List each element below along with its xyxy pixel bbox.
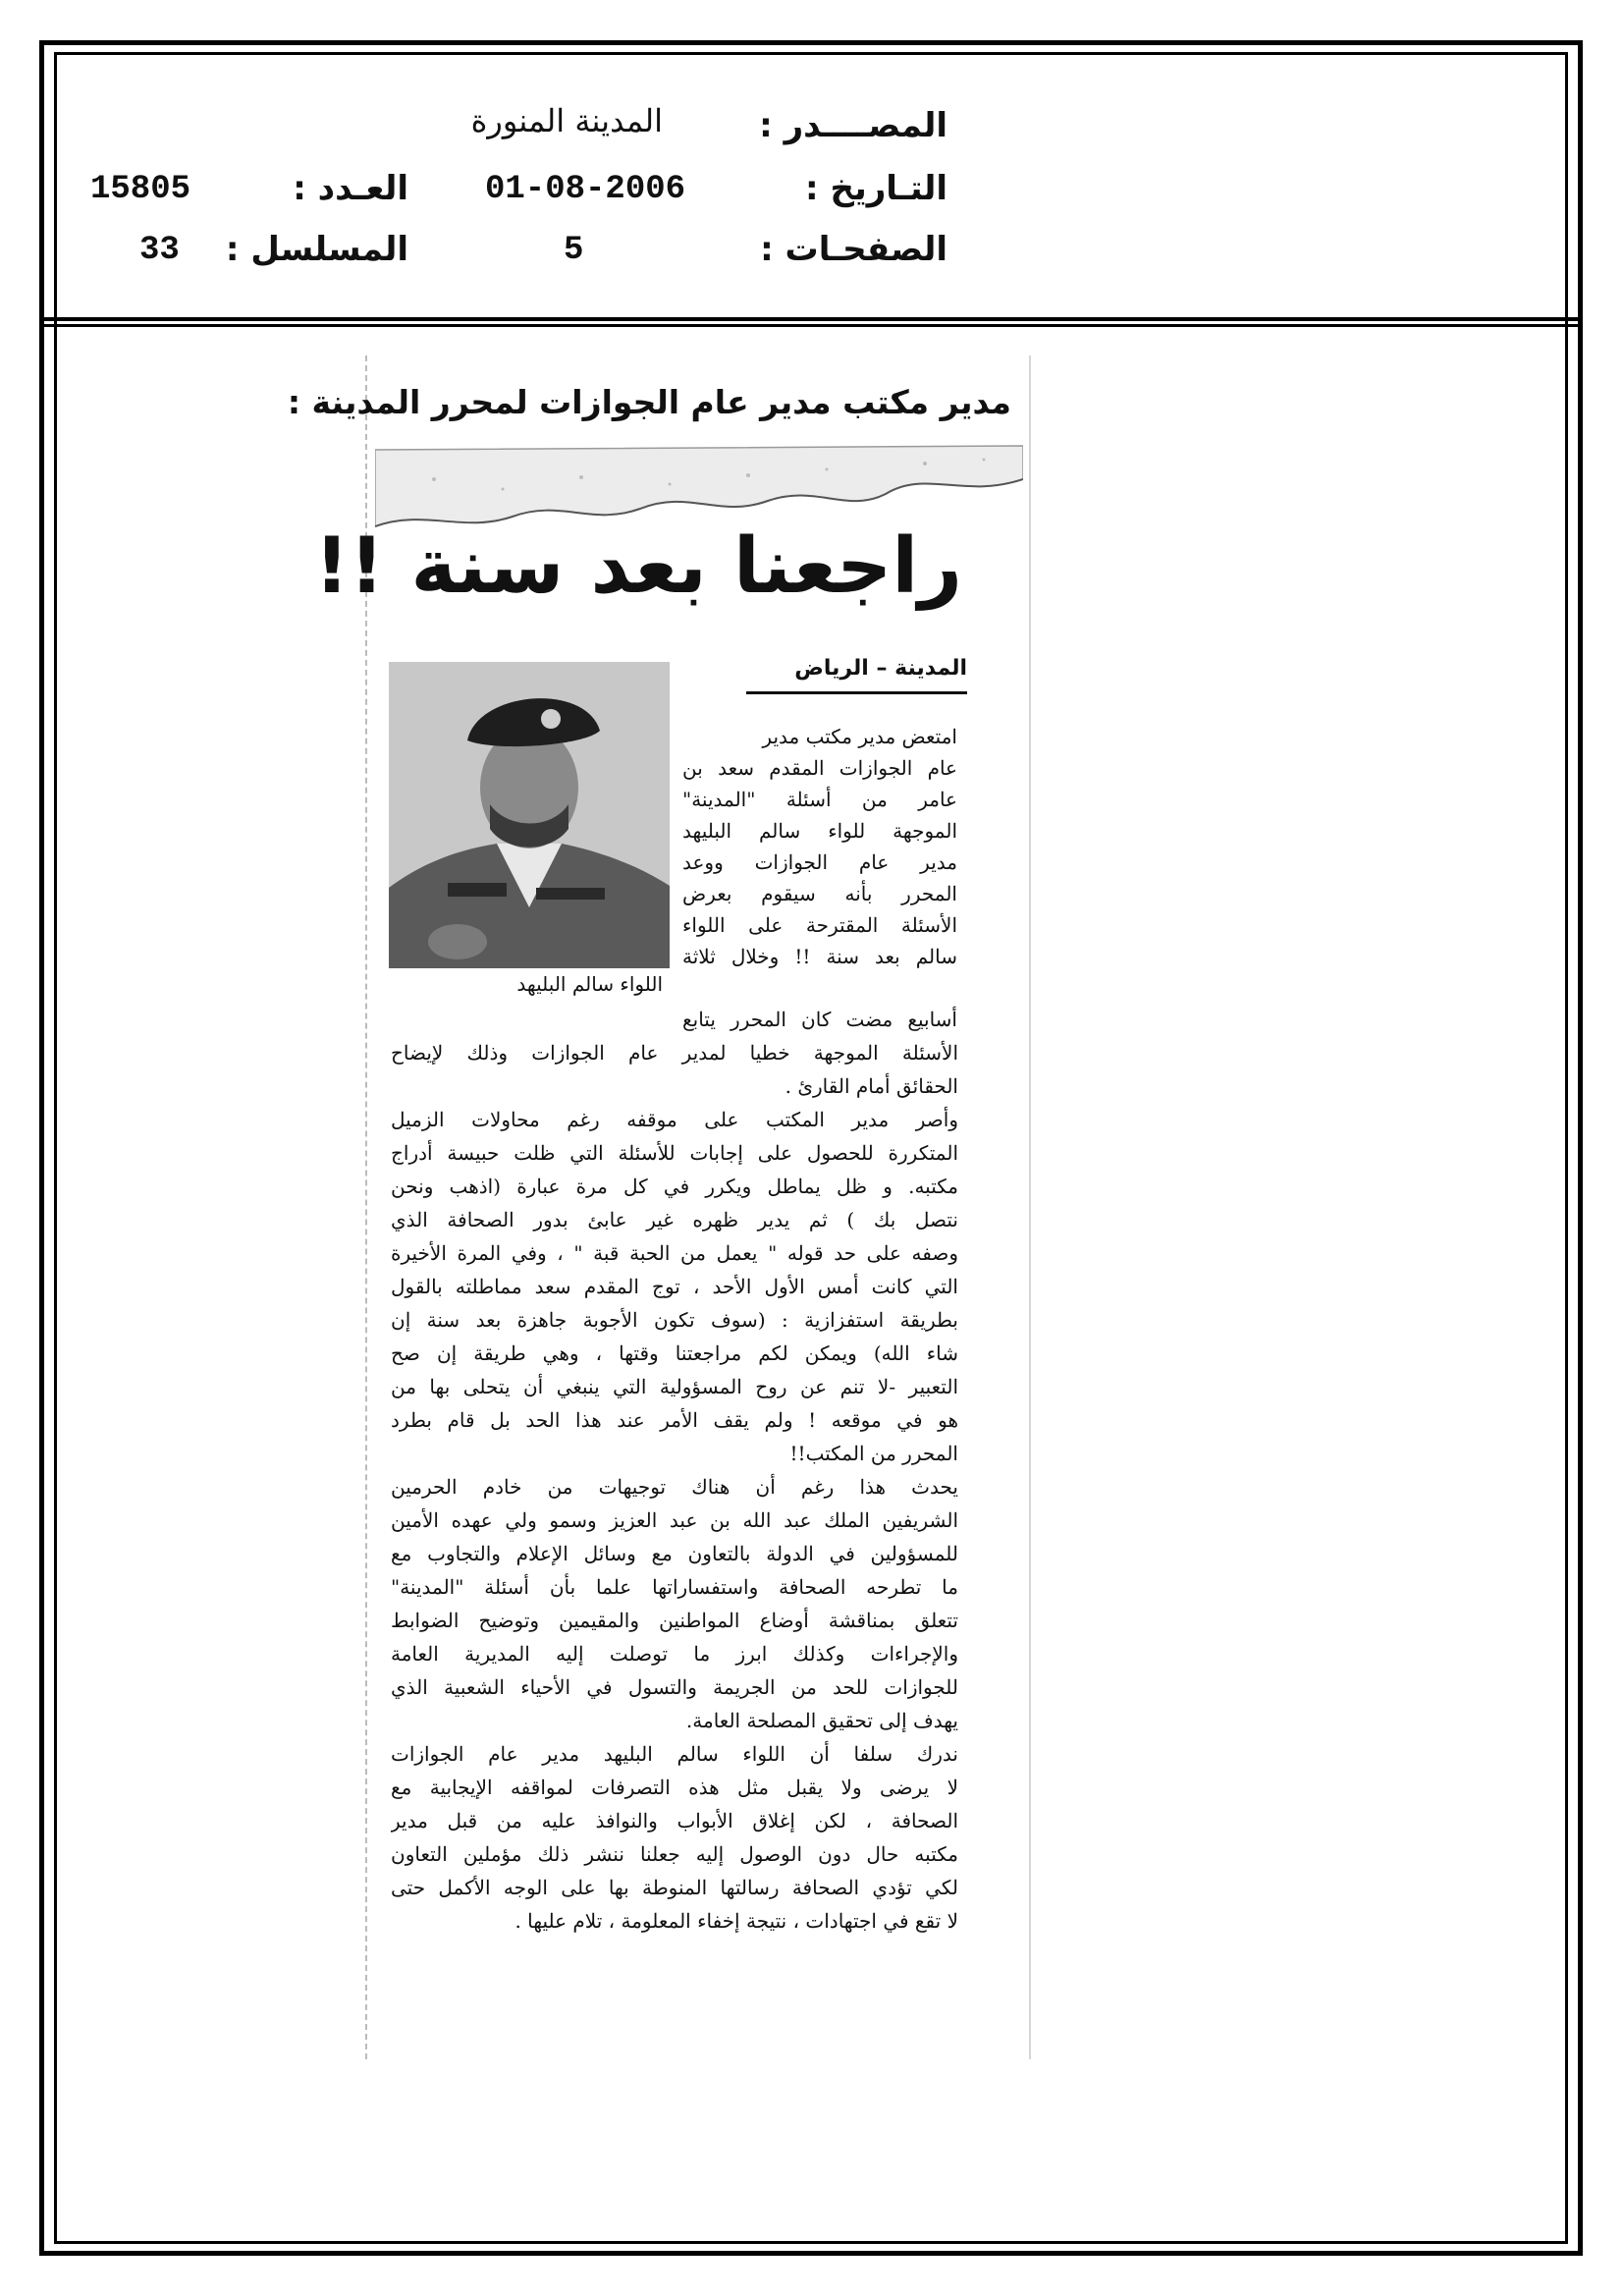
date-value: 01-08-2006 bbox=[485, 171, 686, 208]
column-line: عام الجوازات المقدم سعد بن bbox=[682, 756, 957, 780]
header-separator bbox=[41, 317, 1581, 327]
serial-label: المسلسل : bbox=[225, 230, 408, 269]
body-line: لكي تؤدي الصحافة رسالتها المنوطة بها على الوجه الأكمل حتى bbox=[391, 1876, 958, 1899]
body-line: وصفه على حد قوله " يعمل من الحبة قبة " ، وفي المرة الأخيرة bbox=[391, 1241, 958, 1265]
issue-label: العـدد : bbox=[293, 169, 408, 208]
column-line: امتعض مدير مكتب مدير bbox=[762, 725, 957, 748]
body-line: الشريفين الملك عبد الله بن عبد العزيز وسمو ولي عهده الأمين bbox=[391, 1508, 958, 1532]
body-line: لا يرضى ولا يقبل مثل هذه التصرفات لمواقفه الإيجابية مع bbox=[391, 1776, 958, 1799]
serial-value: 33 bbox=[139, 232, 180, 269]
body-line: أسابيع مضت كان المحرر يتابع bbox=[682, 1008, 957, 1031]
body-line: بطريقة استفزازية : (سوف تكون الأجوبة جاهزة بعد سنة إن bbox=[391, 1308, 958, 1332]
dateline-underline bbox=[746, 691, 967, 694]
pages-value: 5 bbox=[564, 232, 584, 269]
source-value: المدينة المنورة bbox=[470, 102, 663, 139]
body-line: المحرر من المكتب!! bbox=[789, 1442, 958, 1465]
column-line: سالم بعد سنة !! وخلال ثلاثة bbox=[682, 945, 957, 968]
photo-caption: اللواء سالم البليهد bbox=[516, 972, 663, 996]
column-line: عامر من أسئلة "المدينة" bbox=[682, 788, 957, 811]
pages-label: الصفحـات : bbox=[760, 230, 947, 269]
column-line: مدير عام الجوازات ووعد bbox=[682, 850, 957, 874]
article-headline: راجعنا بعد سنة !! bbox=[314, 522, 962, 611]
body-line: المتكررة للحصول على إجابات للأسئلة التي ظلت حبيسة أدراج bbox=[391, 1141, 958, 1165]
body-line: مكتبه حال دون الوصول إليه جعلنا ننشر ذلك مؤملين التعاون bbox=[391, 1842, 958, 1866]
body-line: التعبير -لا تنم عن روح المسؤولية التي ينبغي أن يتحلى بها من bbox=[391, 1375, 958, 1398]
body-line: الأسئلة الموجهة خطيا لمدير عام الجوازات وذلك لإيضاح bbox=[391, 1041, 958, 1065]
source-label: المصــــدر : bbox=[759, 106, 947, 145]
body-line: تتعلق بمناقشة أوضاع المواطنين والمقيمين وتوضيح الضوابط bbox=[391, 1609, 958, 1632]
column-line: الموجهة للواء سالم البليهد bbox=[682, 819, 957, 843]
body-line: للجوازات للحد من الجريمة والتسول في الأحياء الشعبية الذي bbox=[391, 1675, 958, 1699]
column-line: الأسئلة المقترحة على اللواء bbox=[682, 913, 957, 937]
issue-value: 15805 bbox=[90, 171, 191, 208]
officer-portrait-icon bbox=[389, 662, 670, 968]
body-line: لا تقع في اجتهادات ، نتيجة إخفاء المعلومة ، تلام عليها . bbox=[514, 1909, 958, 1933]
body-line: مكتبه. و ظل يماطل ويكرر في كل مرة عبارة (اذهب ونحن bbox=[391, 1175, 958, 1198]
body-line: يهدف إلى تحقيق المصلحة العامة. bbox=[685, 1709, 958, 1732]
body-line: والإجراءات وكذلك ابرز ما توصلت إليه المديرية العامة bbox=[391, 1642, 958, 1666]
body-line: التي كانت أمس الأول الأحد ، توج المقدم سعد مماطلته بالقول bbox=[391, 1275, 958, 1298]
article-kicker: مدير مكتب مدير عام الجوازات لمحرر المدينة : bbox=[287, 383, 1011, 421]
body-line: ندرك سلفا أن اللواء سالم البليهد مدير عام الجوازات bbox=[391, 1742, 958, 1766]
body-line: شاء الله) ويمكن لكم مراجعتنا وقتها ، وهي طريقة إن صح bbox=[391, 1341, 958, 1365]
body-line: وأصر مدير المكتب على موقفه رغم محاولات الزميل bbox=[391, 1108, 958, 1131]
body-line: يحدث هذا رغم أن هناك توجيهات من خادم الحرمين bbox=[391, 1475, 958, 1499]
article-dateline: المدينة – الرياض bbox=[794, 656, 967, 681]
body-line: للمسؤولين في الدولة بالتعاون مع وسائل الإعلام والتجاوب مع bbox=[391, 1542, 958, 1565]
body-line: ما تطرحه الصحافة واستفساراتها علما بأن أسئلة "المدينة" bbox=[391, 1575, 958, 1599]
officer-photo bbox=[389, 662, 670, 968]
body-line: الحقائق أمام القارئ . bbox=[784, 1074, 958, 1098]
body-line: هو في موقعه ! ولم يقف الأمر عند هذا الحد بل قام بطرد bbox=[391, 1408, 958, 1432]
date-label: التـاريخ : bbox=[805, 169, 947, 208]
body-line: الصحافة ، لكن إغلاق الأبواب والنوافذ عليه من قبل مدير bbox=[391, 1809, 958, 1832]
column-line: المحرر بأنه سيقوم بعرض bbox=[682, 882, 957, 905]
body-line: نتصل بك ) ثم يدير ظهره غير عابئ بدور الصحافة الذي bbox=[391, 1208, 958, 1231]
